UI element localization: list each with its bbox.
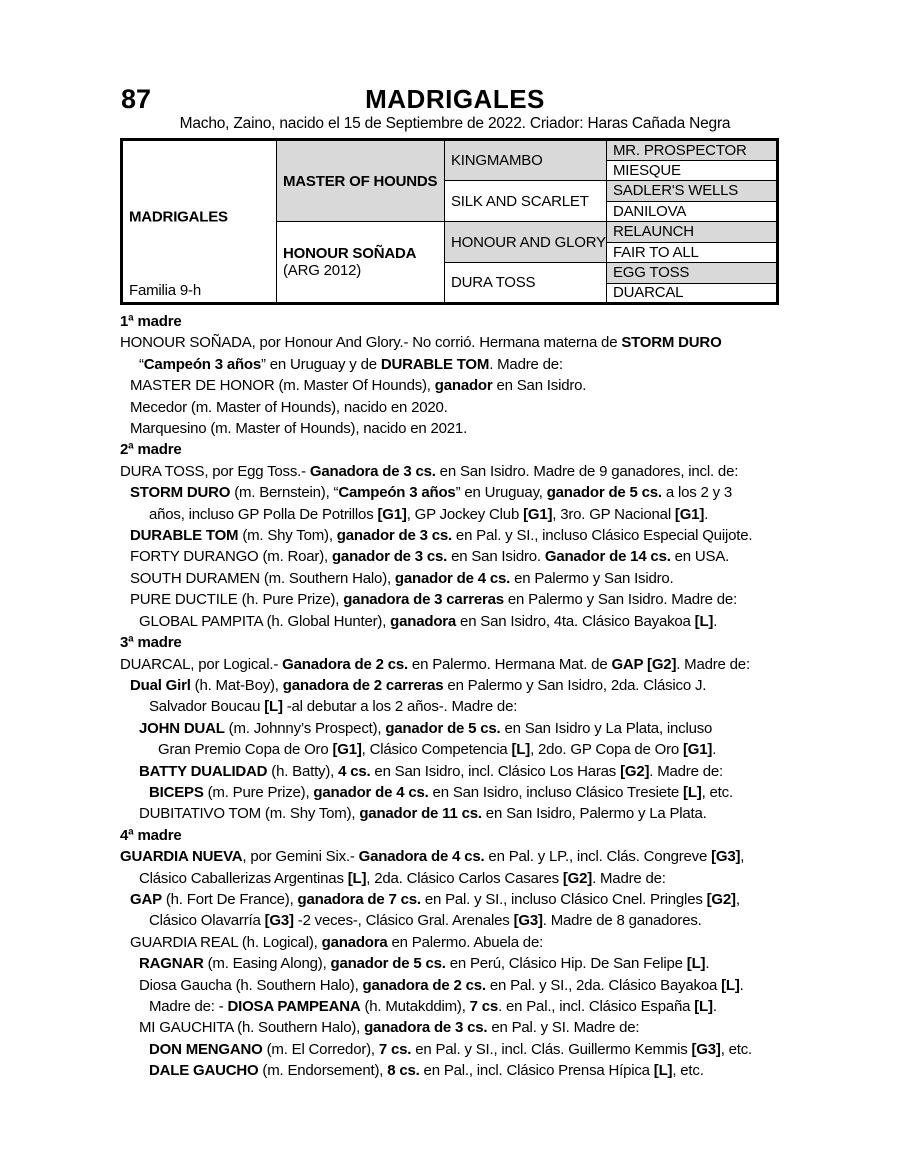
note-text: FORTY DURANGO (m. Roar), — [130, 548, 332, 566]
note-line — [120, 311, 810, 332]
note-text: , — [735, 890, 740, 908]
note-text-bold: [G3] — [691, 1040, 721, 1058]
note-text: en Palermo. Hermana Mat. de — [407, 655, 612, 673]
note-text: en Palermo y San Isidro. — [510, 569, 674, 587]
note-text: en Pal. y SI. Madre de: — [487, 1019, 640, 1037]
note-text: (h. Mutakddim), — [360, 998, 470, 1015]
note-text-bold: ganador de 5 cs. — [546, 484, 662, 502]
grandsire-maternal-cell: HONOUR AND GLORY — [445, 222, 607, 263]
note-text-bold: Ganadora de 2 cs. — [282, 655, 408, 673]
dam-name: HONOUR SOÑADA — [283, 245, 417, 262]
note-text: SOUTH DURAMEN (m. Southern Halo), — [130, 569, 395, 587]
note-text: . Madre de: — [676, 655, 750, 673]
ggp-cell-4: DANILOVA — [607, 201, 778, 222]
note-line — [120, 846, 810, 867]
note-line — [120, 696, 810, 717]
note-text: en USA. — [670, 548, 730, 566]
note-text: Diosa Gaucha (h. Southern Halo), — [139, 976, 363, 994]
note-text: a los 2 y 3 — [661, 484, 733, 502]
ggp-cell-8: DUARCAL — [607, 283, 778, 304]
note-text-bold: 2ª madre — [120, 441, 182, 459]
note-text-bold: ganador de 5 cs. — [385, 719, 501, 737]
note-line — [120, 739, 810, 760]
note-line — [120, 546, 810, 567]
note-line — [120, 482, 810, 503]
note-text-bold: [G1] — [377, 505, 407, 523]
note-text-bold: [G3] — [711, 848, 741, 866]
note-text-bold: RAGNAR — [139, 955, 204, 973]
note-text-bold: GUARDIA NUEVA — [120, 848, 243, 866]
note-text: MASTER DE HONOR (m. Master Of Hounds), — [130, 377, 435, 395]
note-text-bold: DURABLE TOM — [130, 527, 239, 545]
note-line — [120, 654, 810, 675]
note-text: (m. Shy Tom), — [238, 527, 337, 545]
note-text: , 2do. GP Copa de Oro — [530, 741, 683, 759]
note-text: , Clásico Competencia — [361, 741, 512, 759]
sire-cell: MASTER OF HOUNDS — [277, 140, 445, 222]
note-text-bold: GAP [G2] — [611, 655, 677, 673]
note-text: ” en Uruguay, — [455, 484, 547, 502]
note-text-bold: [L] — [653, 1062, 673, 1080]
note-text: , etc. — [701, 783, 733, 801]
note-line — [120, 975, 810, 996]
note-text-bold: ganadora de 2 cs. — [362, 976, 486, 994]
note-line — [120, 825, 810, 846]
note-line — [120, 996, 810, 1017]
note-line — [120, 761, 810, 782]
family-notes — [120, 311, 810, 1082]
note-text-bold: ganadora — [321, 933, 388, 951]
note-line — [120, 868, 810, 889]
note-text: Gran Premio Copa de Oro — [158, 741, 333, 759]
ggp-cell-2: MIESQUE — [607, 160, 778, 181]
note-text-bold: [L] — [686, 955, 706, 973]
note-text-bold: [G2] — [706, 890, 736, 908]
note-text: (m. Johnny’s Prospect), — [224, 719, 386, 737]
ggp-cell-6: FAIR TO ALL — [607, 242, 778, 263]
note-text: . — [712, 998, 717, 1015]
note-text: . Madre de 8 ganadores. — [542, 912, 702, 930]
ggp-cell-1: MR. PROSPECTOR — [607, 140, 778, 161]
note-text-bold: DURABLE TOM — [380, 355, 490, 373]
note-line — [120, 803, 810, 824]
note-line — [120, 397, 810, 418]
note-text: en Pal. y SI., incluso Clásico Especial Quijote. — [451, 527, 753, 545]
note-text: . — [704, 505, 709, 523]
note-text: . — [712, 741, 717, 759]
note-text-bold: DALE GAUCHO — [149, 1062, 259, 1080]
note-text: ” en Uruguay y de — [261, 355, 381, 373]
note-text-bold: [G2] — [562, 869, 593, 887]
note-text-bold: ganador de 11 cs. — [359, 805, 482, 823]
note-text-bold: JOHN DUAL — [139, 719, 225, 737]
note-line — [120, 632, 810, 653]
note-text-bold: GAP — [130, 890, 162, 908]
note-text-bold: [L] — [264, 698, 283, 716]
note-text: (m. Easing Along), — [203, 955, 331, 973]
note-text: (h. Fort De France), — [161, 890, 298, 908]
note-text-bold: 7 cs — [469, 998, 499, 1015]
subject-family: Familia 9-h — [129, 282, 201, 299]
note-line — [120, 375, 810, 396]
note-line — [120, 439, 810, 460]
granddam-maternal-cell: DURA TOSS — [445, 263, 607, 304]
note-text: MI GAUCHITA (h. Southern Halo), — [139, 1019, 365, 1037]
note-line — [120, 889, 810, 910]
page-title: MADRIGALES — [365, 84, 545, 114]
note-line — [120, 525, 810, 546]
note-line — [120, 782, 810, 803]
note-text: . — [739, 976, 744, 994]
note-text: en Perú, Clásico Hip. De San Felipe — [445, 955, 687, 973]
note-text-bold: 4 cs. — [338, 762, 371, 780]
note-text: -al debutar a los 2 años-. Madre de: — [282, 698, 518, 716]
note-line — [120, 1060, 810, 1081]
note-text: en Pal., incl. Clásico Prensa Hípica — [419, 1062, 654, 1080]
note-text-bold: 3ª madre — [120, 634, 182, 652]
note-text-bold: DON MENGANO — [149, 1040, 263, 1058]
note-line — [120, 504, 810, 525]
note-line — [120, 953, 810, 974]
note-text: en San Isidro y La Plata, incluso — [500, 719, 713, 737]
note-text-bold: [G1] — [523, 505, 553, 523]
note-text: en Palermo y San Isidro, 2da. Clásico J. — [443, 676, 707, 694]
note-text-bold: [G2] — [620, 762, 650, 780]
note-text-bold: 1ª madre — [120, 313, 182, 330]
note-line — [120, 932, 810, 953]
note-text: en San Isidro. — [492, 377, 587, 395]
note-text-bold: Ganadora de 4 cs. — [358, 848, 485, 866]
note-text-bold: Ganador de 14 cs. — [544, 548, 671, 566]
dam-detail: (ARG 2012) — [283, 262, 362, 279]
note-text: DUARCAL, por Logical.- — [120, 655, 283, 673]
note-text: en San Isidro. Madre de 9 ganadores, incl. de: — [435, 462, 739, 480]
note-line — [120, 332, 810, 353]
note-text: en San Isidro, Palermo y La Plata. — [481, 805, 707, 823]
subject-cell — [122, 140, 277, 304]
note-text-bold: [G3] — [513, 912, 543, 930]
note-text: en San Isidro, incl. Clásico Los Haras — [370, 762, 621, 780]
note-text: DUBITATIVO TOM (m. Shy Tom), — [139, 805, 360, 823]
note-text: . Madre de: — [489, 355, 563, 373]
note-text: Clásico Caballerizas Argentinas — [139, 869, 348, 887]
note-line — [120, 589, 810, 610]
note-text: (m. Endorsement), — [258, 1062, 388, 1080]
note-text: , — [740, 848, 745, 866]
note-text: en Palermo. Abuela de: — [387, 933, 544, 951]
note-text: (h. Batty), — [267, 762, 339, 780]
note-text: , GP Jockey Club — [406, 505, 524, 523]
ggp-cell-3: SADLER'S WELLS — [607, 181, 778, 202]
note-text: (m. El Corredor), — [262, 1040, 379, 1058]
note-text-bold: ganador — [434, 377, 493, 395]
note-text: en Pal. y SI., incluso Clásico Cnel. Pringles — [420, 890, 707, 908]
note-text: . en Pal., incl. Clásico España — [498, 998, 695, 1015]
pedigree-table — [120, 138, 779, 305]
note-text: GLOBAL PAMPITA (h. Global Hunter), — [139, 612, 391, 630]
note-text-bold: [G1] — [682, 741, 713, 759]
ggp-cell-7: EGG TOSS — [607, 263, 778, 284]
note-text: , 2da. Clásico Carlos Casares — [366, 869, 563, 887]
note-text: Clásico Olavarría — [149, 912, 265, 930]
note-text: . Madre de: — [592, 869, 666, 887]
note-text-bold: [L] — [683, 783, 702, 801]
note-line — [120, 1017, 810, 1038]
note-text-bold: BICEPS — [149, 783, 204, 801]
note-text-bold: [L] — [694, 612, 714, 630]
note-text-bold: STORM DURO — [130, 484, 231, 502]
note-line — [120, 1039, 810, 1060]
note-text: en Pal. y SI., incl. Clás. Guillermo Kemmis — [411, 1040, 692, 1058]
note-text: Marquesino (m. Master of Hounds), nacido en 2021. — [130, 420, 468, 438]
note-text-bold: Campeón 3 años — [143, 355, 262, 373]
note-text: en Palermo y San Isidro. Madre de: — [503, 591, 738, 609]
note-text-bold: ganadora de 2 carreras — [282, 676, 444, 694]
note-text-bold: Dual Girl — [130, 676, 191, 694]
note-text: en Pal. y SI., 2da. Clásico Bayakoa — [485, 976, 722, 994]
note-text: en San Isidro, 4ta. Clásico Bayakoa — [456, 612, 695, 630]
page-subtitle: Macho, Zaino, nacido el 15 de Septiembre de 2022. Criador: Haras Cañada Negra — [179, 115, 731, 132]
note-text-bold: STORM DURO — [621, 334, 722, 352]
note-text-bold: ganadora de 3 carreras — [343, 591, 504, 609]
grandsire-paternal-cell: KINGMAMBO — [445, 140, 607, 181]
note-text: años, incluso GP Polla De Potrillos — [149, 505, 378, 523]
note-text: Madre de: - — [149, 998, 228, 1015]
note-text: GUARDIA REAL (h. Logical), — [130, 933, 322, 951]
note-text: en San Isidro, incluso Clásico Tresiete — [428, 783, 684, 801]
dam-cell — [277, 222, 445, 304]
note-text: HONOUR SOÑADA, por Honour And Glory.- No corrió. Hermana materna de — [120, 334, 622, 352]
note-text: DURA TOSS, por Egg Toss.- — [120, 462, 310, 480]
note-text-bold: ganador de 3 cs. — [336, 527, 452, 545]
note-text: , por Gemini Six.- — [242, 848, 359, 866]
note-text: -2 veces-, Clásico Gral. Arenales — [293, 912, 514, 930]
note-text-bold: BATTY DUALIDAD — [139, 762, 268, 780]
note-text-bold: ganador de 4 cs. — [313, 783, 429, 801]
note-line — [120, 354, 810, 375]
note-text: . Madre de: — [649, 762, 723, 780]
note-text: en San Isidro. — [447, 548, 545, 566]
note-line — [120, 611, 810, 632]
note-text-bold: 7 cs. — [378, 1040, 412, 1058]
note-text: (m. Bernstein), “ — [230, 484, 339, 502]
note-text: , etc. — [672, 1062, 704, 1080]
note-text-bold: Campeón 3 años — [338, 484, 456, 502]
note-text-bold: ganadora — [390, 612, 457, 630]
note-text: Salvador Boucau — [149, 698, 265, 716]
note-text-bold: Ganadora de 3 cs. — [309, 462, 436, 480]
note-text-bold: ganador de 4 cs. — [394, 569, 511, 587]
note-text-bold: [G3] — [264, 912, 294, 930]
note-text-bold: [G1] — [332, 741, 362, 759]
ggp-cell-5: RELAUNCH — [607, 222, 778, 243]
note-line — [120, 461, 810, 482]
note-text: (m. Pure Prize), — [203, 783, 314, 801]
note-text: . — [705, 955, 710, 973]
granddam-paternal-cell: SILK AND SCARLET — [445, 181, 607, 222]
note-line — [120, 910, 810, 931]
note-text: , etc. — [720, 1040, 752, 1058]
note-text-bold: [L] — [694, 998, 713, 1015]
note-text-bold: ganadora de 7 cs. — [297, 890, 421, 908]
note-text: en Pal. y LP., incl. Clás. Congreve — [484, 848, 712, 866]
note-text-bold: ganadora de 3 cs. — [364, 1019, 488, 1037]
note-text: “ — [139, 355, 144, 373]
note-text-bold: ganador de 3 cs. — [331, 548, 448, 566]
note-line — [120, 718, 810, 739]
note-text-bold: [L] — [721, 976, 740, 994]
note-text-bold: [G1] — [674, 505, 705, 523]
note-text: PURE DUCTILE (h. Pure Prize), — [130, 591, 344, 609]
note-text: Mecedor (m. Master of Hounds), nacido en 2020. — [130, 398, 448, 416]
subject-name: MADRIGALES — [129, 208, 228, 226]
note-text: (h. Mat-Boy), — [190, 676, 283, 694]
note-text: . — [713, 612, 718, 630]
note-line — [120, 568, 810, 589]
note-text-bold: [L] — [347, 869, 367, 887]
note-text-bold: 4ª madre — [120, 826, 182, 844]
note-text: , 3ro. GP Nacional — [552, 505, 675, 523]
page-number: 87 — [121, 84, 152, 114]
note-text-bold: 8 cs. — [387, 1062, 420, 1080]
note-text-bold: [L] — [511, 741, 531, 759]
note-text-bold: ganador de 5 cs. — [330, 955, 446, 973]
note-line — [120, 675, 810, 696]
note-text-bold: DIOSA PAMPEANA — [227, 998, 361, 1015]
note-line — [120, 418, 810, 439]
